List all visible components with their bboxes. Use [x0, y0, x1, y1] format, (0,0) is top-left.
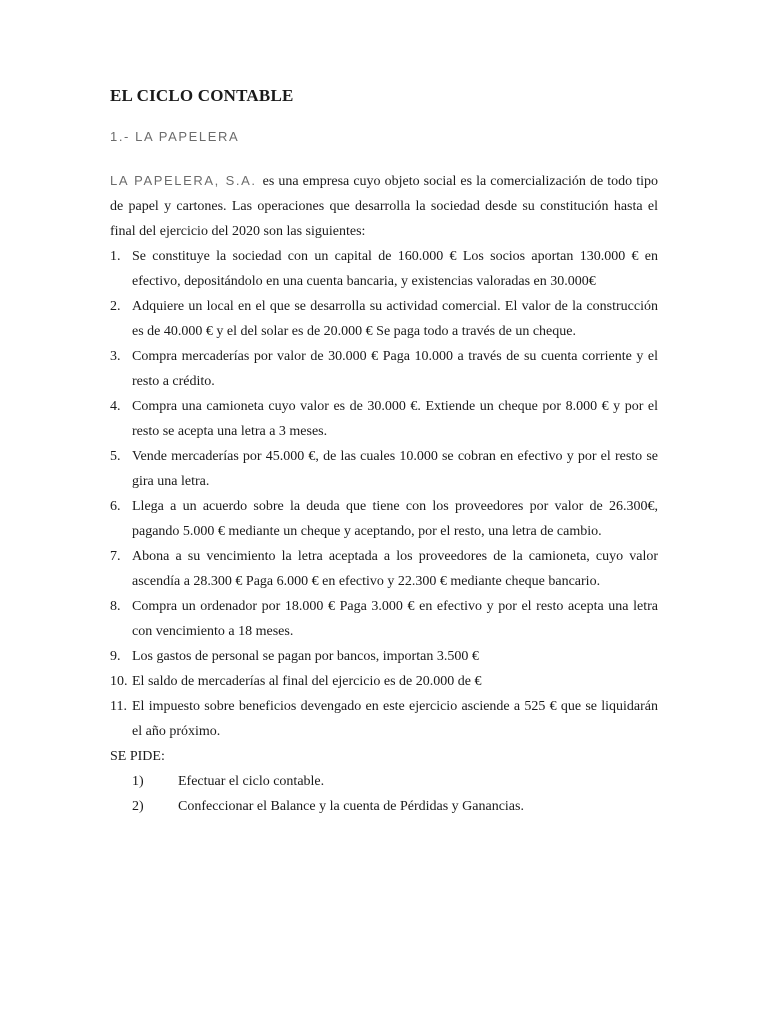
- list-item: [110, 394, 658, 444]
- task-text: Efectuar el ciclo contable.: [178, 774, 325, 789]
- list-item-number: 2.: [110, 299, 121, 314]
- tasks-list: [110, 769, 658, 819]
- task-number: 1): [132, 774, 144, 789]
- document-title: EL CICLO CONTABLE: [110, 86, 294, 105]
- list-item: [110, 444, 658, 494]
- list-item-number: 1.: [110, 249, 121, 264]
- se-pide-label: SE PIDE:: [110, 749, 165, 764]
- list-item: [110, 294, 658, 344]
- task-item: [110, 794, 658, 819]
- list-item-text: Llega a un acuerdo sobre la deuda que tiene con los proveedores por valor de 26.300€, pagando 5.000 € mediante un cheque y aceptando, por el resto, una letra de cambio.: [132, 499, 658, 539]
- section-heading: 1.- LA PAPELERA: [110, 129, 240, 144]
- list-item: [110, 694, 658, 744]
- task-number: 2): [132, 799, 144, 814]
- list-item-text: Compra un ordenador por 18.000 € Paga 3.000 € en efectivo y por el resto acepta una letra con vencimiento a 18 meses.: [132, 599, 658, 639]
- operations-list: [110, 244, 658, 744]
- company-name: LA PAPELERA, S.A.: [110, 173, 257, 188]
- task-item: [110, 769, 658, 794]
- list-item: [110, 544, 658, 594]
- list-item: [110, 244, 658, 294]
- document-body: [110, 168, 658, 819]
- list-item-number: 7.: [110, 549, 121, 564]
- list-item-text: El saldo de mercaderías al final del ejercicio es de 20.000 de €: [132, 674, 482, 689]
- list-item: [110, 669, 658, 694]
- list-item-number: 4.: [110, 399, 121, 414]
- list-item-text: Compra una camioneta cuyo valor es de 30.000 €. Extiende un cheque por 8.000 € y por el resto se acepta una letra a 3 meses.: [132, 399, 658, 439]
- list-item-text: Los gastos de personal se pagan por bancos, importan 3.500 €: [132, 649, 479, 664]
- list-item: [110, 494, 658, 544]
- list-item: [110, 344, 658, 394]
- list-item-text: Abona a su vencimiento la letra aceptada a los proveedores de la camioneta, cuyo valor ascendía a 28.300 € Paga 6.000 € en efectivo y 22.300 € mediante cheque bancario.: [132, 549, 658, 589]
- list-item: [110, 594, 658, 644]
- list-item-number: 11.: [110, 699, 127, 714]
- list-item-number: 5.: [110, 449, 121, 464]
- list-item-text: Adquiere un local en el que se desarrolla su actividad comercial. El valor de la construcción es de 40.000 € y el del solar es de 20.000 € Se paga todo a través de un cheque.: [132, 299, 658, 339]
- list-item-text: El impuesto sobre beneficios devengado en este ejercicio asciende a 525 € que se liquidarán el año próximo.: [132, 699, 658, 739]
- task-text: Confeccionar el Balance y la cuenta de Pérdidas y Ganancias.: [178, 799, 524, 814]
- intro-paragraph: [110, 168, 658, 244]
- list-item-text: Vende mercaderías por 45.000 €, de las cuales 10.000 se cobran en efectivo y por el resto se gira una letra.: [132, 449, 658, 489]
- list-item-number: 9.: [110, 649, 121, 664]
- list-item-number: 3.: [110, 349, 121, 364]
- list-item-number: 6.: [110, 499, 121, 514]
- list-item-number: 10.: [110, 674, 128, 689]
- list-item-text: Se constituye la sociedad con un capital de 160.000 € Los socios aportan 130.000 € en efectivo, depositándolo en una cuenta bancaria, y existencias valoradas en 30.000€: [132, 249, 658, 289]
- list-item-text: Compra mercaderías por valor de 30.000 € Paga 10.000 a través de su cuenta corriente y el resto a crédito.: [132, 349, 658, 389]
- list-item-number: 8.: [110, 599, 121, 614]
- list-item: [110, 644, 658, 669]
- intro-text: es una empresa cuyo objeto social es la comercialización de todo tipo de papel y cartones. Las operaciones que desarrolla la sociedad desde su constitución hasta el final del ejercicio del 2020 son las siguientes:: [110, 174, 658, 239]
